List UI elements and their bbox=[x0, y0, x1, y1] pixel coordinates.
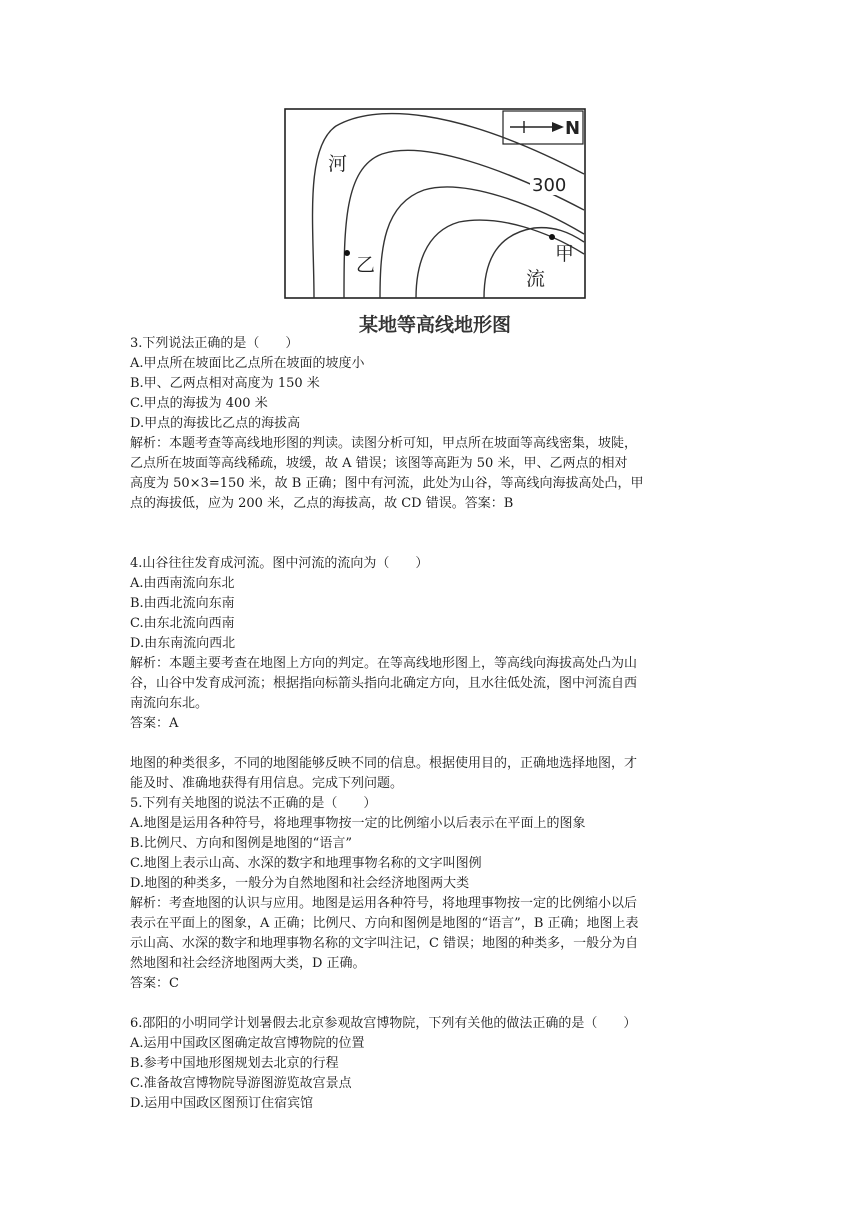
figure-caption: 某地等高线地形图 bbox=[358, 314, 511, 336]
contour-map bbox=[284, 108, 586, 308]
question-3-analysis-line: 乙点所在坡面等高线稀疏，坡缓，故 A 错误；该图等高距为 50 米，甲、乙两点的相对 bbox=[130, 456, 628, 471]
question-3-analysis-line: 点的海拔低，应为 200 米，乙点的海拔高，故 CD 错误。答案：B bbox=[130, 496, 514, 511]
question-5-option-a: A.地图是运用各种符号，将地理事物按一定的比例缩小以后表示在平面上的图象 bbox=[130, 816, 586, 831]
question-5 bbox=[130, 794, 740, 994]
question-5-analysis-line: 示山高、水深的数字和地理事物名称的文字叫注记，C 错误；地图的种类多，一般分为自 bbox=[130, 936, 639, 951]
question-6-option-c: C.准备故宫博物院导游图游览故宫景点 bbox=[130, 1076, 352, 1091]
question-5-analysis-line: 解析：考查地图的认识与应用。地图是运用各种符号，将地理事物按一定的比例缩小以后 bbox=[130, 896, 638, 911]
question-3-option-a: A.甲点所在坡面比乙点所在坡面的坡度小 bbox=[130, 356, 365, 371]
question-4-analysis-line: 南流向东北。 bbox=[130, 696, 209, 711]
document-body bbox=[130, 334, 740, 1114]
question-3-analysis-line: 高度为 50×3=150 米，故 B 正确；图中有河流，此处为山谷，等高线向海拔高处凸，甲 bbox=[130, 476, 644, 491]
question-3-option-d: D.甲点的海拔比乙点的海拔高 bbox=[130, 416, 301, 431]
question-4-option-d: D.由东南流向西北 bbox=[130, 636, 236, 651]
point-yi-label: 乙 bbox=[356, 254, 376, 276]
question-4-answer: 答案：A bbox=[130, 716, 179, 731]
question-3-analysis-line: 解析：本题考查等高线地形图的判读。读图分析可知，甲点所在坡面等高线密集，坡陡， bbox=[130, 436, 638, 451]
question-6-option-b: B.参考中国地形图规划去北京的行程 bbox=[130, 1056, 339, 1071]
question-6-option-a: A.运用中国政区图确定故宫博物院的位置 bbox=[130, 1036, 365, 1051]
question-4-option-c: C.由东北流向西南 bbox=[130, 616, 235, 631]
point-jia-marker bbox=[549, 234, 555, 240]
intro-line: 地图的种类很多，不同的地图能够反映不同的信息。根据使用目的，正确地选择地图，才 bbox=[130, 756, 638, 771]
river-label-bottom: 流 bbox=[526, 268, 546, 290]
question-5-option-b: B.比例尺、方向和图例是地图的“语言” bbox=[130, 836, 352, 851]
point-jia-label: 甲 bbox=[555, 243, 575, 265]
question-6 bbox=[130, 1014, 740, 1114]
question-4-analysis-line: 谷，山谷中发育成河流；根据指向标箭头指向北确定方向，且水往低处流，图中河流自西 bbox=[130, 676, 638, 691]
question-6-option-d: D.运用中国政区图预订住宿宾馆 bbox=[130, 1096, 314, 1111]
contour-map-figure bbox=[284, 108, 586, 334]
question-5-option-c: C.地图上表示山高、水深的数字和地理事物名称的文字叫图例 bbox=[130, 856, 482, 871]
intro-paragraph bbox=[130, 754, 740, 794]
question-3-option-b: B.甲、乙两点相对高度为 150 米 bbox=[130, 376, 320, 391]
question-4-option-a: A.由西南流向东北 bbox=[130, 576, 235, 591]
question-4-stem: 4.山谷往往发育成河流。图中河流的流向为（ ） bbox=[130, 556, 429, 571]
river-label-top: 河 bbox=[328, 153, 348, 175]
question-4-option-b: B.由西北流向东南 bbox=[130, 596, 235, 611]
question-5-option-d: D.地图的种类多，一般分为自然地图和社会经济地图两大类 bbox=[130, 876, 470, 891]
question-5-answer: 答案：C bbox=[130, 976, 179, 991]
question-3-stem: 3.下列说法正确的是（ ） bbox=[130, 336, 299, 351]
point-yi-marker bbox=[344, 250, 350, 256]
question-5-analysis-line: 然地图和社会经济地图两大类，D 正确。 bbox=[130, 956, 366, 971]
question-3-option-c: C.甲点的海拔为 400 米 bbox=[130, 396, 268, 411]
question-6-stem: 6.邵阳的小明同学计划暑假去北京参观故宫博物院，下列有关他的做法正确的是（ ） bbox=[130, 1016, 637, 1031]
question-5-analysis-line: 表示在平面上的图象，A 正确；比例尺、方向和图例是地图的“语言”，B 正确；地图上表 bbox=[130, 916, 639, 931]
question-4-analysis-line: 解析：本题主要考查在地图上方向的判定。在等高线地形图上，等高线向海拔高处凸为山 bbox=[130, 656, 638, 671]
question-4 bbox=[130, 554, 740, 734]
question-3 bbox=[130, 334, 740, 514]
intro-line: 能及时、准确地获得有用信息。完成下列问题。 bbox=[130, 776, 404, 791]
north-label: N bbox=[565, 118, 581, 139]
question-5-stem: 5.下列有关地图的说法不正确的是（ ） bbox=[130, 796, 377, 811]
contour-value-label: 300 bbox=[532, 175, 567, 196]
